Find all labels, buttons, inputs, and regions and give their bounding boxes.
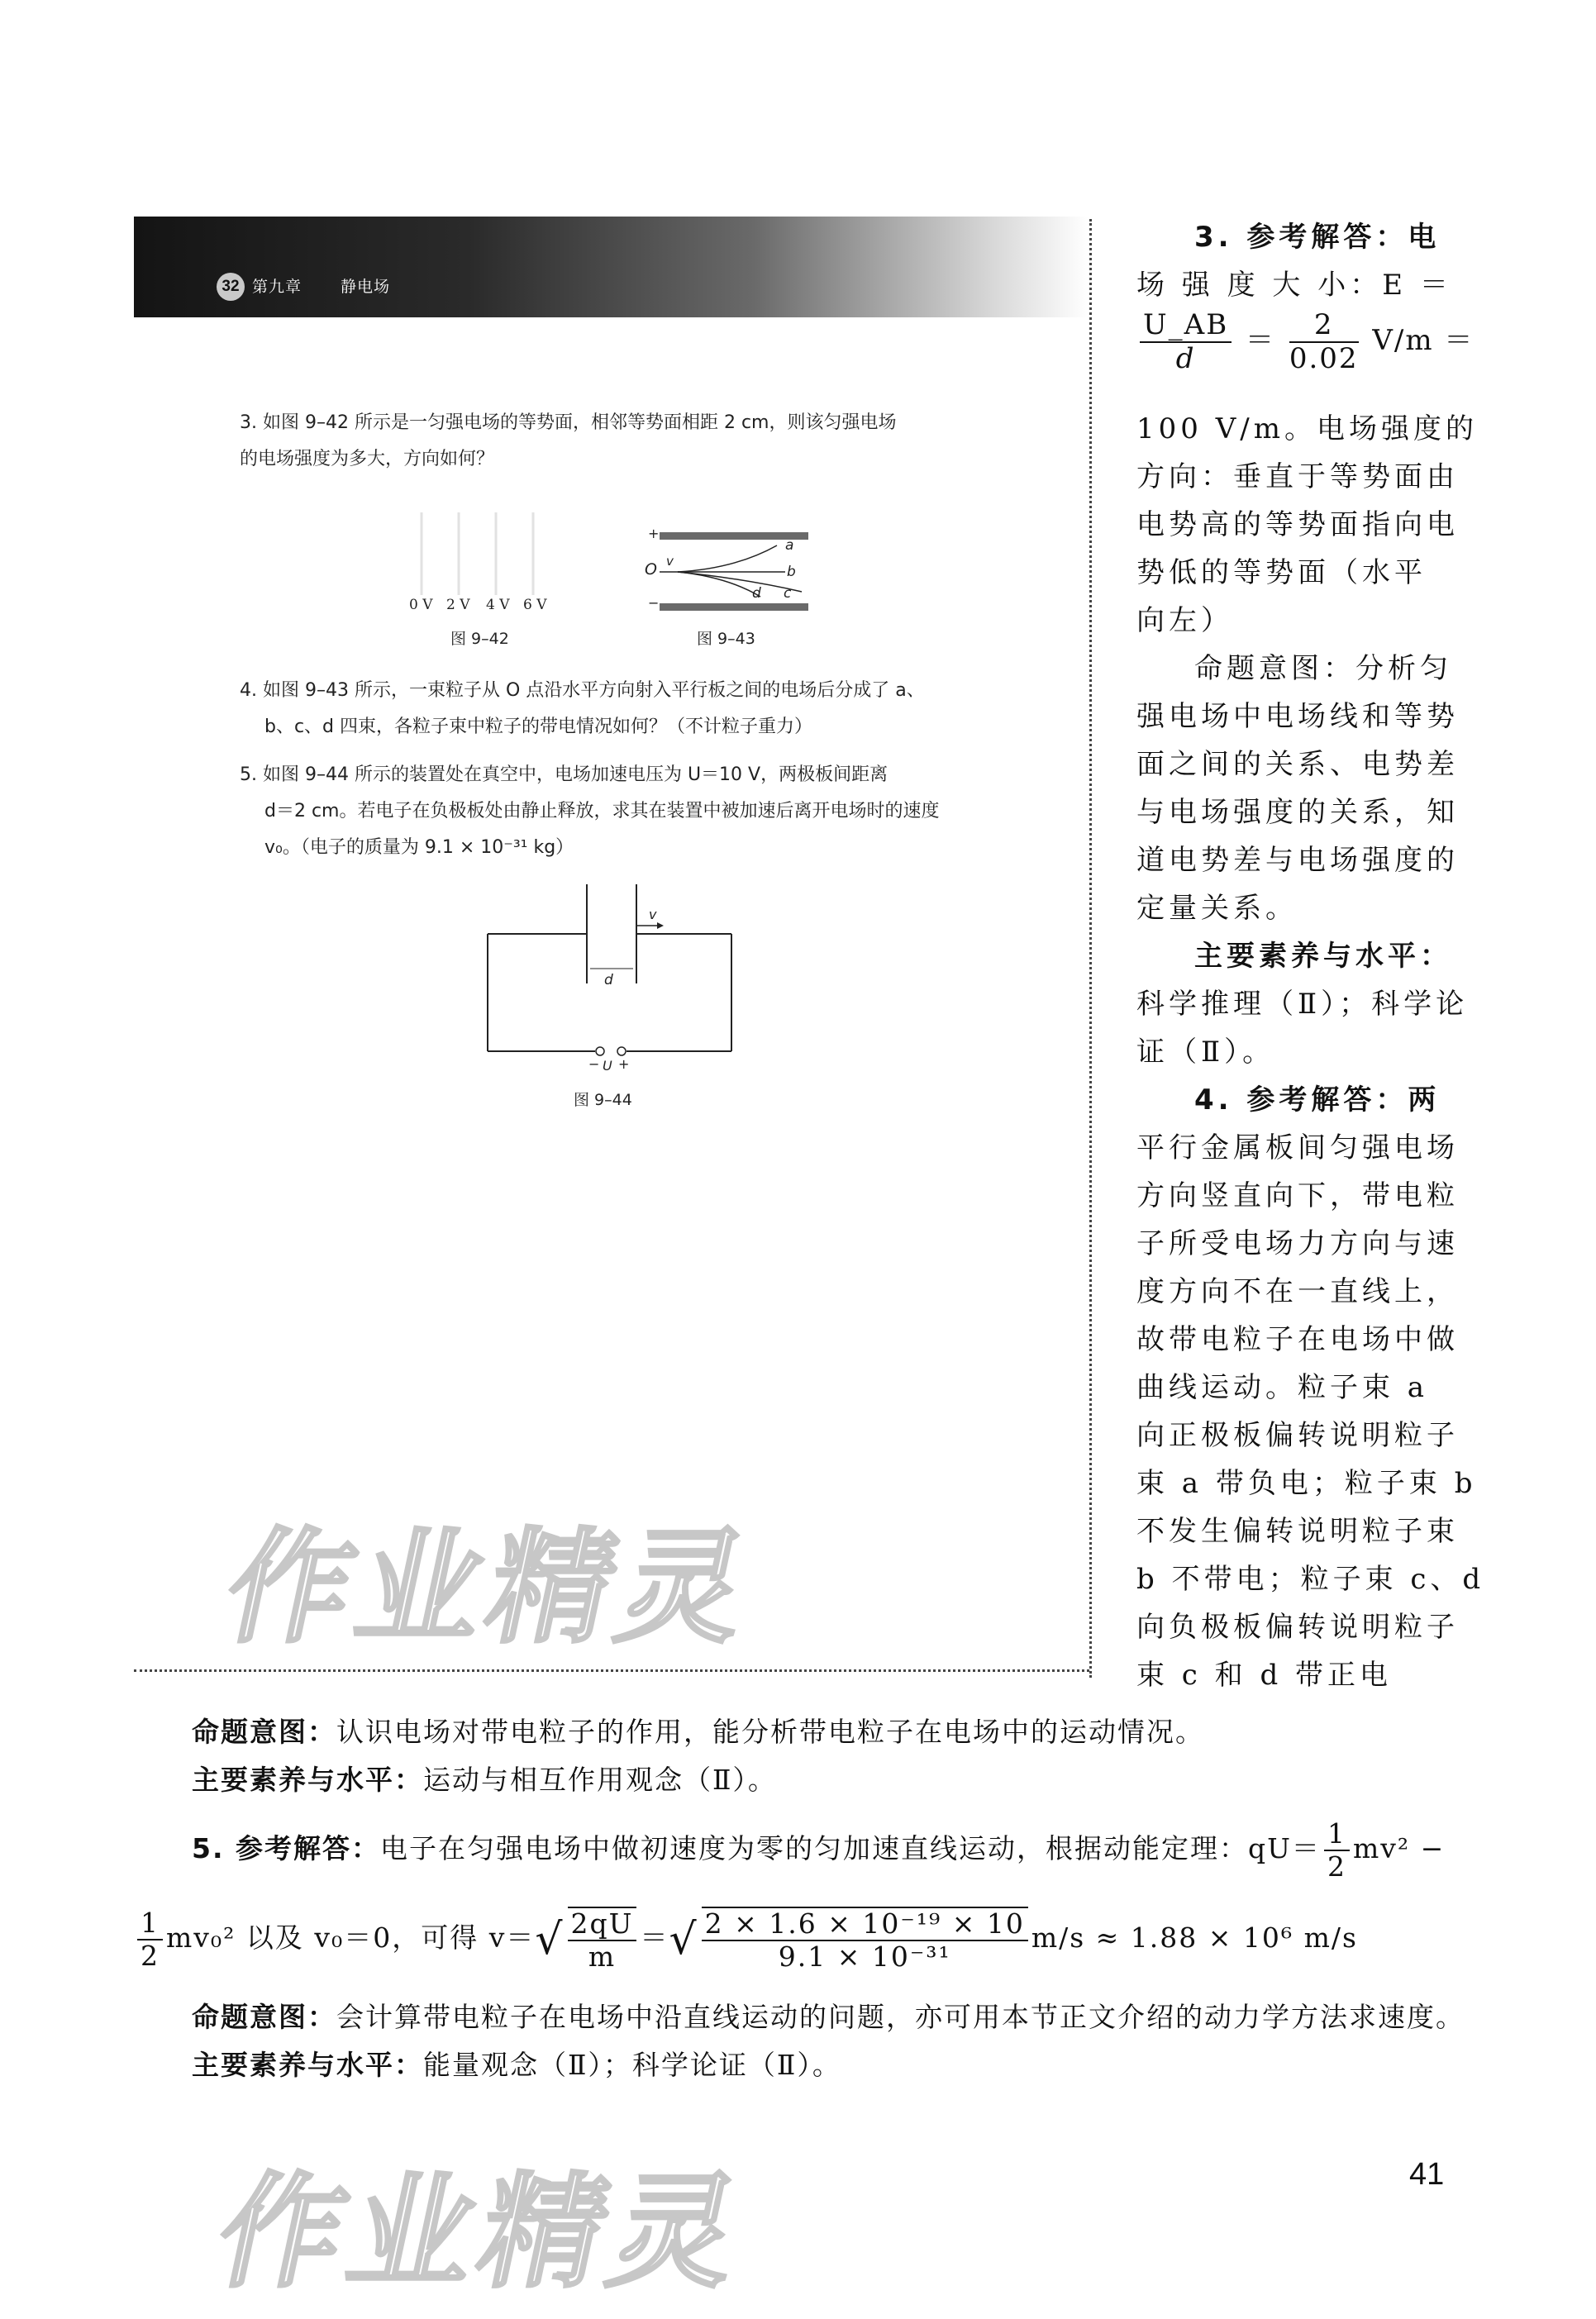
figure-9-42-lines (397, 504, 570, 603)
rc-line-19: 子所受电场力方向与速 (1136, 1227, 1459, 1260)
chapter-title: 第九章 (252, 278, 303, 296)
fig43-origin: O (645, 560, 657, 579)
rc-line-9: 面之间的关系、电势差 (1136, 748, 1459, 781)
q3-line1: 3. 如图 9–42 所示是一匀强电场的等势面，相邻等势面相距 2 cm，则该匀强电场 (240, 412, 897, 433)
horizontal-dotted-separator (134, 1669, 1089, 1672)
q5-literacy-line: 主要素养与水平：能量观念（Ⅱ）；科学论证（Ⅱ）。 (192, 2049, 841, 2081)
rc-line-3: 方向：垂直于等势面由 (1136, 460, 1459, 493)
rc-line-17: 平行金属板间匀强电场 (1136, 1131, 1459, 1164)
fig42-caption: 图 9–42 (450, 630, 509, 648)
fig44-u: U (603, 1058, 612, 1074)
rc-line-13: 主要素养与水平： (1194, 940, 1452, 973)
q5-answer-line1: 5. 参考解答：电子在匀强电场中做初速度为零的匀加速直线运动，根据动能定理：qU＝ $\frac{1}{2}$ mv² − (192, 1817, 1446, 1883)
q4-literacy-line: 主要素养与水平：运动与相互作用观念（Ⅱ）。 (192, 1764, 777, 1796)
rc-line-21: 故带电粒子在电场中做 (1136, 1323, 1459, 1356)
watermark-bottom: 作业精灵 (205, 2161, 759, 2305)
q3-line2: 的电场强度为多大，方向如何？ (240, 449, 495, 469)
chapter-name: 静电场 (341, 278, 391, 296)
rc-line-5: 势低的等势面（水平 (1136, 556, 1427, 589)
fig44-minus: − (588, 1056, 600, 1072)
rc-formula-line: $\frac{U\_AB}{d}$ ＝ $\frac{2}{0.02}$ V/m ＝ (1136, 309, 1474, 375)
q5-line3: v₀。（电子的质量为 9.1 × 10⁻³¹ kg） (264, 837, 574, 858)
rc-line-1: 场 强 度 大 小：E ＝ (1136, 269, 1452, 302)
rc-line-7: 命题意图：分析匀 (1194, 652, 1452, 685)
rc-line-27: 向负极板偏转说明粒子 (1136, 1611, 1459, 1644)
rc-line-22: 曲线运动。粒子束 a (1136, 1371, 1429, 1404)
rc-line-8: 强电场中电场线和等势 (1136, 700, 1459, 733)
rc-line-2: 100 V/m。电场强度的 (1136, 412, 1478, 445)
rc-line-10: 与电场强度的关系，知 (1136, 796, 1459, 829)
q5-line2: d＝2 cm。若电子在负极板处由静止释放，求其在装置中被加速后离开电场时的速度 (264, 801, 940, 821)
fig43-beam-d: d (752, 585, 761, 602)
fig43-plus: + (648, 526, 660, 541)
rc-line-16: 4. 参考解答：两 (1194, 1083, 1441, 1117)
rc-line-12: 定量关系。 (1136, 892, 1298, 925)
rc-line-26: b 不带电；粒子束 c、d (1136, 1563, 1485, 1596)
rc-line-6: 向左） (1136, 604, 1233, 637)
q5-answer-line2: $\frac{1}{2}$ mv₀² 以及 v₀＝0，可得 v＝√ $\frac{2qU}{m}$ ＝√ $\frac{\text{2 × 1.6 × 10⁻¹⁹ × 10}}{\text{9.1 × 10⁻³¹}}$ m/s ≈ 1.88 × 10⁶ m/s (134, 1897, 1358, 1979)
rc-frac-value: $\frac{2}{0.02}$ (1289, 308, 1359, 376)
fig42-tick-2: 4 V (486, 597, 510, 613)
fig42-tick-1: 2 V (446, 597, 470, 613)
q5-half-fraction-2: $\frac{1}{2}$ (137, 1907, 163, 1972)
fig44-d: d (604, 972, 613, 988)
fig43-minus: − (648, 595, 660, 611)
rc-frac-uab: $\frac{U\_AB}{d}$ (1140, 309, 1232, 375)
rc-line-20: 度方向不在一直线上， (1136, 1275, 1459, 1308)
chapter-page-badge: 32 (217, 273, 245, 301)
rc-line-24: 束 a 带负电；粒子束 b (1136, 1467, 1477, 1500)
fig43-beam-b: b (787, 564, 796, 580)
rc-line-0: 3. 参考解答：电 (1194, 221, 1441, 254)
fig44-caption: 图 9–44 (574, 1091, 632, 1109)
rc-line-23: 向正极板偏转说明粒子 (1136, 1419, 1459, 1452)
rc-line-28: 束 c 和 d 带正电 (1136, 1659, 1393, 1692)
rc-line-11: 道电势差与电场强度的 (1136, 844, 1459, 877)
q5-sqrt-1: $\frac{2qU}{m}$ (568, 1907, 637, 1973)
fig42-tick-0: 0 V (409, 597, 433, 613)
q4-line2: b、c、d 四束，各粒子束中粒子的带电情况如何？（不计粒子重力） (264, 717, 813, 737)
q5-half-fraction: $\frac{1}{2}$ (1324, 1818, 1350, 1883)
rc-line-14: 科学推理（Ⅱ）；科学论 (1136, 988, 1469, 1021)
fig43-beam-c: c (784, 585, 792, 602)
right-answer-column (1136, 213, 1485, 1701)
rc-line-15: 证（Ⅱ）。 (1136, 1036, 1275, 1069)
vertical-dotted-separator (1089, 219, 1092, 1678)
watermark-middle: 作业精灵 (213, 1517, 767, 1660)
fig44-v: v (649, 907, 657, 922)
q4-intent-line: 命题意图：认识电场对带电粒子的作用，能分析带电粒子在电场中的运动情况。 (192, 1716, 1204, 1748)
page-number: 41 (1409, 2157, 1445, 2192)
q5-line1: 5. 如图 9–44 所示的装置处在真空中，电场加速电压为 U＝10 V，两极板间距离 (240, 764, 889, 785)
fig42-tick-3: 6 V (523, 597, 547, 613)
rc-line-4: 电势高的等势面指向电 (1136, 508, 1459, 541)
q4-line1: 4. 如图 9–43 所示，一束粒子从 O 点沿水平方向射入平行板之间的电场后分成了 a、 (240, 680, 925, 701)
fig44-plus: + (618, 1056, 630, 1072)
q5-sqrt-2: $\frac{\text{2 × 1.6 × 10⁻¹⁹ × 10}}{\text{9.1 × 10⁻³¹}}$ (702, 1907, 1028, 1973)
q5-intent-line: 命题意图：会计算带电粒子在电场中沿直线运动的问题，亦可用本节正文介绍的动力学方法求速度。 (192, 2001, 1465, 2033)
rc-line-18: 方向竖直向下，带电粒 (1136, 1179, 1459, 1212)
fig43-velocity: v (666, 554, 674, 569)
fig43-beam-a: a (785, 537, 794, 554)
rc-line-25: 不发生偏转说明粒子束 (1136, 1515, 1459, 1548)
fig43-caption: 图 9–43 (697, 630, 755, 648)
chapter-header-bar (134, 217, 1089, 317)
